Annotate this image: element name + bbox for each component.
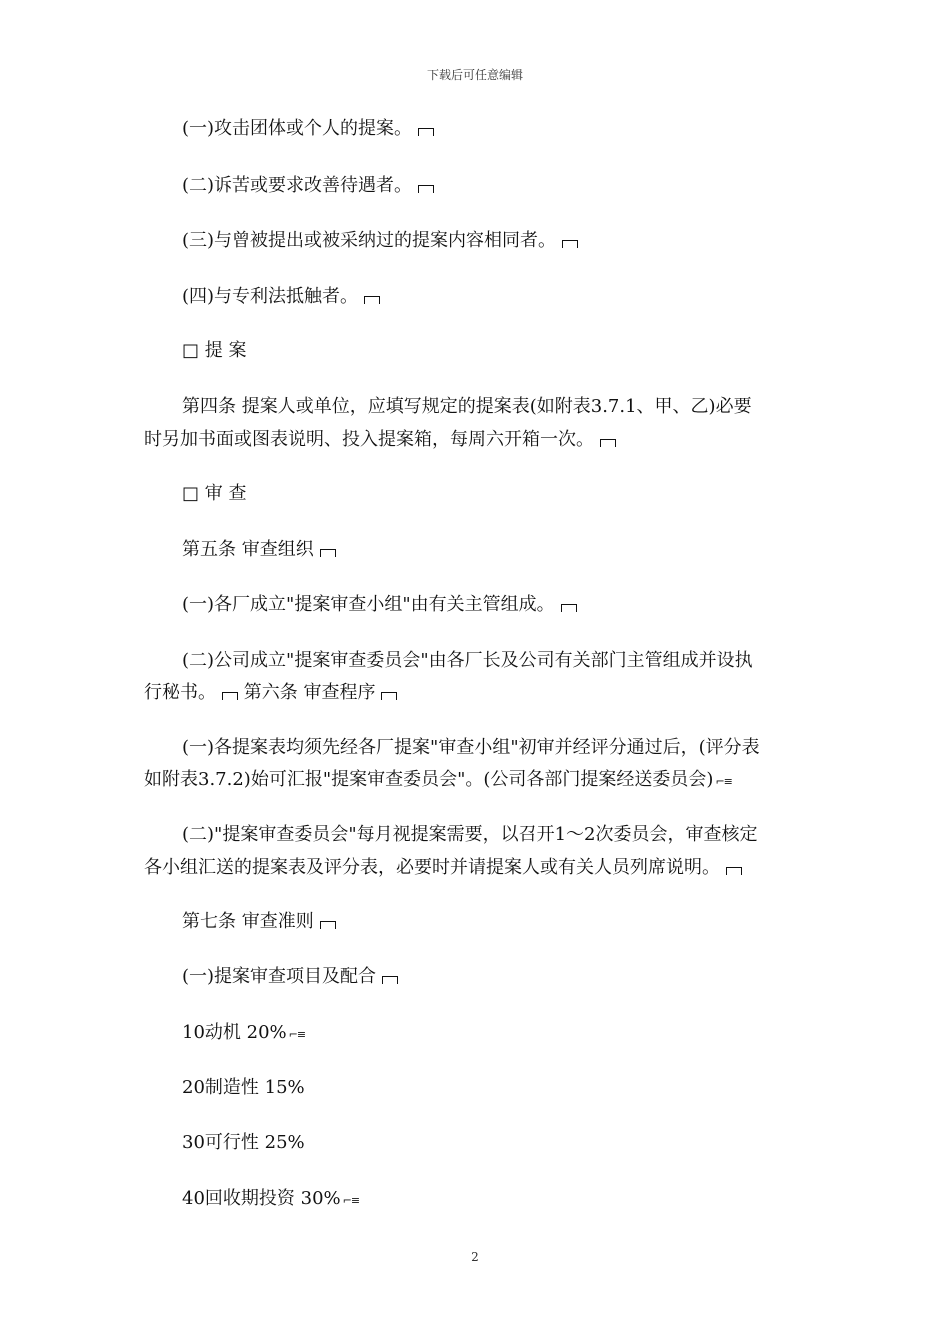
article-6-item-1-line-1: (一)各提案表均须先经各厂提案"审查小组"初审并经评分通过后，(评分表 xyxy=(182,737,760,758)
paragraph-mark-icon xyxy=(726,867,742,875)
article-6-item-2-line-2: 各小组汇送的提案表及评分表，必要时并请提案人或有关人员列席说明。 xyxy=(144,857,742,879)
paragraph-mark-icon xyxy=(382,976,398,984)
criteria-motive: 10动机 20% ⌐≡ xyxy=(182,1022,305,1046)
page-number: 2 xyxy=(471,1250,479,1264)
paragraph-mark-icon xyxy=(418,128,434,136)
clause-item-1: (一)攻击团体或个人的提案。 xyxy=(182,118,434,140)
section-heading-review: □ 审 查 xyxy=(182,483,247,504)
criteria-manufacturability: 20制造性 15% xyxy=(182,1077,305,1098)
paragraph-mark-icon xyxy=(222,692,238,700)
line-break-mark-icon: ⌐≡ xyxy=(288,1028,306,1041)
article-7-title: 第七条 审查准则 xyxy=(182,911,336,933)
clause-item-2: (二)诉苦或要求改善待遇者。 xyxy=(182,175,434,197)
article-4-line-1: 第四条 提案人或单位，应填写规定的提案表(如附表3.7.1、甲、乙)必要 xyxy=(182,396,752,417)
section-heading-proposal: □ 提 案 xyxy=(182,340,247,361)
paragraph-mark-icon xyxy=(418,185,434,193)
article-7-item-1: (一)提案审查项目及配合 xyxy=(182,966,398,988)
article-5-item-2-line-1: (二)公司成立"提案审查委员会"由各厂长及公司有关部门主管组成并设执 xyxy=(182,650,753,671)
line-break-mark-icon: ⌐≡ xyxy=(715,775,732,788)
paragraph-mark-icon xyxy=(381,692,397,700)
article-5-title: 第五条 审查组织 xyxy=(182,539,336,561)
clause-item-3: (三)与曾被提出或被采纳过的提案内容相同者。 xyxy=(182,230,578,252)
article-4-line-2: 时另加书面或图表说明、投入提案箱，每周六开箱一次。 xyxy=(144,429,616,451)
paragraph-mark-icon xyxy=(320,921,336,929)
page-header: 下载后可任意编辑 xyxy=(426,68,523,82)
article-5-item-1: (一)各厂成立"提案审查小组"由有关主管组成。 xyxy=(182,594,577,616)
criteria-payback: 40回收期投资 30% ⌐≡ xyxy=(182,1188,359,1212)
criteria-feasibility: 30可行性 25% xyxy=(182,1132,305,1153)
clause-item-4: (四)与专利法抵触者。 xyxy=(182,286,380,308)
line-break-mark-icon: ⌐≡ xyxy=(342,1194,360,1207)
paragraph-mark-icon xyxy=(562,240,578,248)
paragraph-mark-icon xyxy=(600,439,616,447)
paragraph-mark-icon xyxy=(364,296,380,304)
article-6-item-2-line-1: (二)"提案审查委员会"每月视提案需要，以召开1～2次委员会，审查核定 xyxy=(182,824,758,845)
paragraph-mark-icon xyxy=(561,604,577,612)
paragraph-mark-icon xyxy=(320,549,336,557)
article-6-item-1-line-2: 如附表3.7.2)始可汇报"提案审查委员会"。(公司各部门提案经送委员会) ⌐≡ xyxy=(144,769,732,793)
article-5-item-2-line-2: 行秘书。 第六条 审查程序 xyxy=(144,682,397,704)
